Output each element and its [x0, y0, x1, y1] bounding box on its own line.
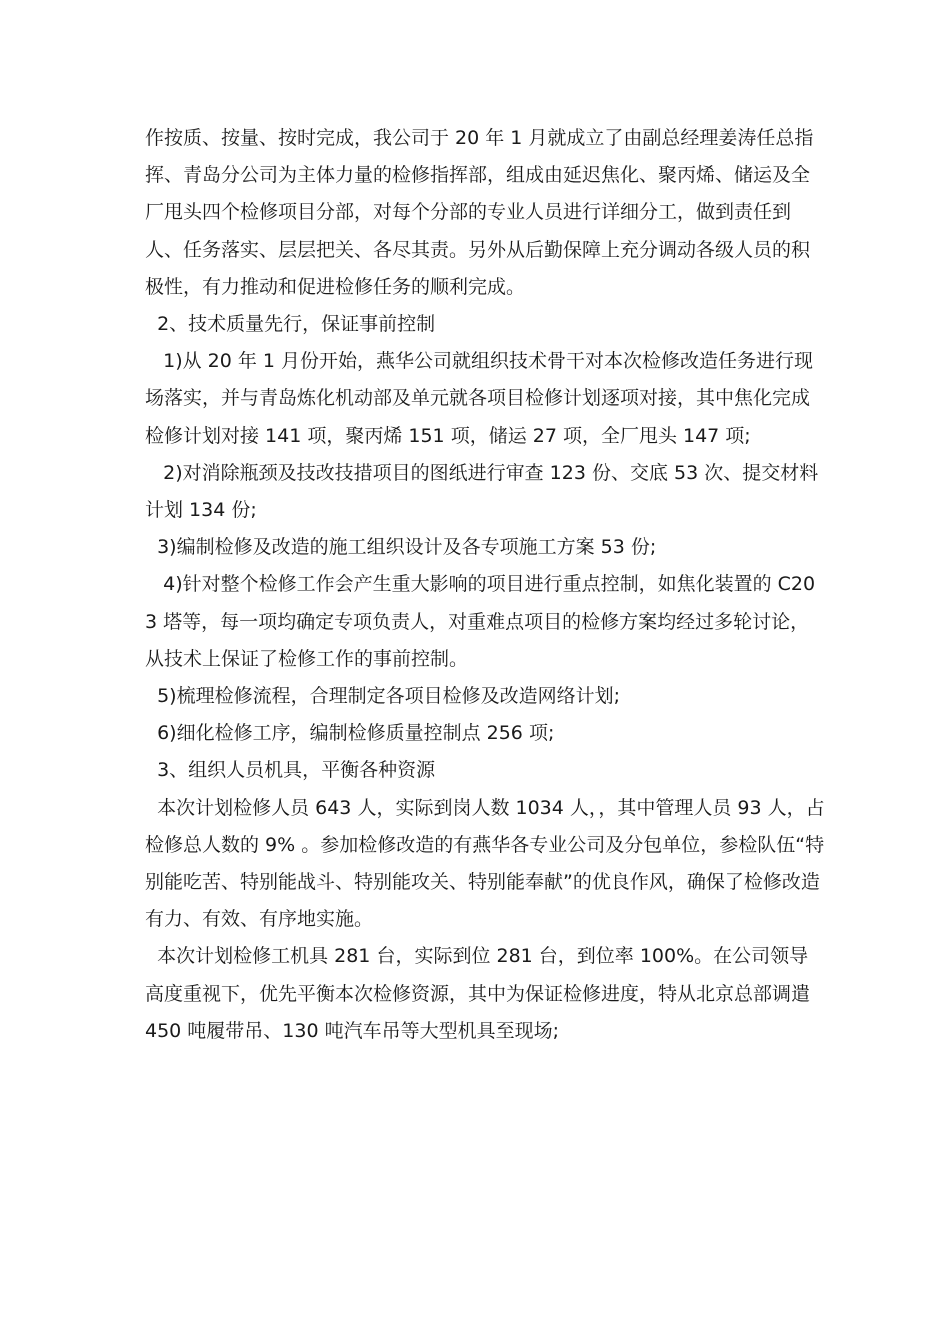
paragraph-equipment: 本次计划检修工机具 281 台，实际到位 281 台，到位率 100%。在公司领导高度重视下，优先平衡本次检修资源，其中为保证检修进度，特从北京总部调遣 450 吨履带吊、130 吨汽车吊等大型机具至现场; [145, 945, 817, 1042]
list-item-3: 3)编制检修及改造的施工组织设计及各专项施工方案 53 份; [145, 536, 657, 559]
list-item-5: 5)梳理检修流程，合理制定各项目检修及改造网络计划; [145, 685, 620, 708]
list-item-2: 2)对消除瓶颈及技改技措项目的图纸进行审查 123 份、交底 53 次、提交材料计划 134 份; [145, 461, 819, 522]
paragraph-organization: 作按质、按量、按时完成，我公司于 20 年 1 月就成立了由副总经理姜涛任总指挥、青岛分公司为主体力量的检修指挥部，组成由延迟焦化、聚丙烯、储运及全厂甩头四个检修项目分部，对每个分部的专业人员进行详细分工，做到责任到人、任务落实、层层把关、各尽其责。另外从后勤保障上充分调动各级人员的积极性，有力推动和促进检修任务的顺利完成。 [145, 127, 814, 298]
list-item-6: 6)细化检修工序，编制检修质量控制点 256 项; [145, 722, 555, 745]
paragraph-personnel: 本次计划检修人员 643 人，实际到岗人数 1034 人，，其中管理人员 93 人，占检修总人数的 9% 。参加检修改造的有燕华各专业公司及分包单位，参检队伍“特别能吃苦、特别能战斗、特别能攻关、特别能奉献”的优良作风，确保了检修改造有力、有效、有序地实施。 [145, 796, 825, 931]
section-heading-technical-quality: 2、技术质量先行，保证事前控制 [145, 313, 436, 336]
section-heading-resources: 3、组织人员机具，平衡各种资源 [145, 759, 436, 782]
document-body [145, 120, 825, 1050]
list-item-1: 1)从 20 年 1 月份开始，燕华公司就组织技术骨干对本次检修改造任务进行现场落实，并与青岛炼化机动部及单元就各项目检修计划逐项对接，其中焦化完成检修计划对接 141 项，聚丙烯 151 项，储运 27 项，全厂甩头 147 项; [145, 350, 814, 447]
list-item-4: 4)针对整个检修工作会产生重大影响的项目进行重点控制，如焦化装置的 C203 塔等，每一项均确定专项负责人，对重难点项目的检修方案均经过多轮讨论，从技术上保证了检修工作的事前控制。 [145, 573, 816, 670]
